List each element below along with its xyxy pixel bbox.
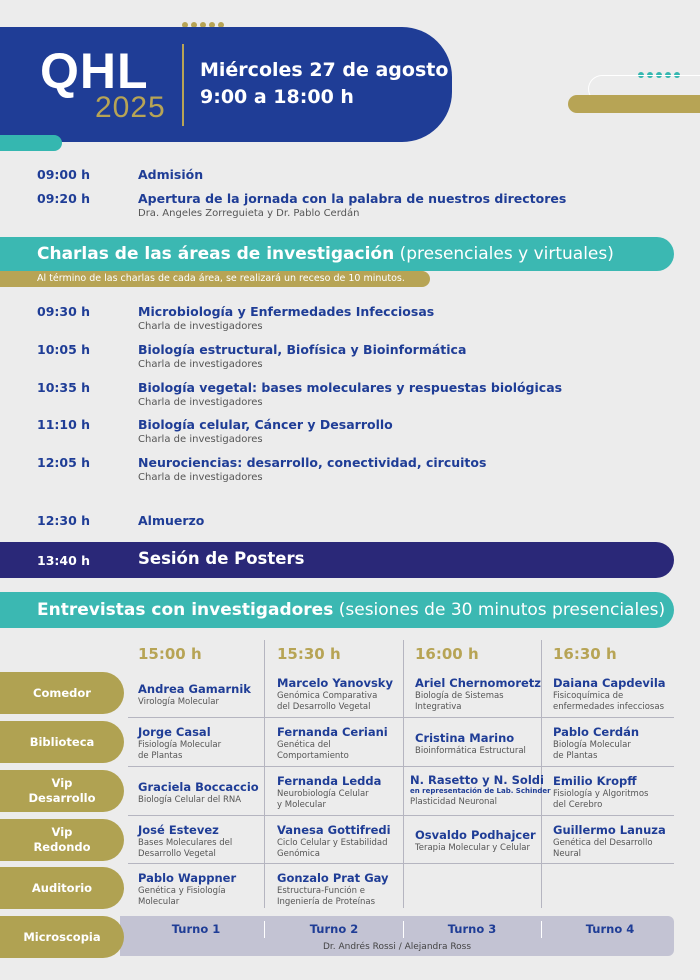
row-divider <box>128 863 674 864</box>
interview-cell <box>553 676 666 713</box>
posters-time: 13:40 h <box>37 553 91 568</box>
talk-time: 11:10 h <box>37 417 91 432</box>
research-area: Genética del Desarrollo Neural <box>553 838 653 859</box>
talk-time: 12:05 h <box>37 455 91 470</box>
talk-subtitle: Charla de investigadores <box>138 321 263 332</box>
research-area: Plasticidad Neuronal <box>410 797 497 807</box>
research-area: Bioinformática Estructural <box>415 746 526 756</box>
talk-time: 09:30 h <box>37 304 91 319</box>
decorative-olive-pill <box>568 95 700 113</box>
schedule-title: Admisión <box>138 167 204 182</box>
interview-cell <box>410 773 551 808</box>
talks-section-band <box>0 237 674 271</box>
researcher-name: Gonzalo Prat Gay <box>277 871 389 885</box>
schedule-subtitle: Dra. Angeles Zorreguieta y Dr. Pablo Cerdán <box>138 208 360 219</box>
research-area: Biología Celular del RNA <box>138 795 242 805</box>
turno-label: Turno 1 <box>171 922 221 936</box>
room-label-auditorio: Auditorio <box>0 867 124 909</box>
interview-cell <box>138 682 251 708</box>
research-area: Biología Molecular de Plantas <box>553 740 631 761</box>
research-area: Virología Molecular <box>138 697 219 707</box>
slot-header: 15:30 h <box>277 645 341 663</box>
researcher-name: José Estevez <box>138 823 219 837</box>
interviews-section-band <box>0 592 674 628</box>
room-label-biblioteca: Biblioteca <box>0 721 124 763</box>
slot-header: 16:00 h <box>415 645 479 663</box>
interview-cell <box>553 774 648 811</box>
talk-title: Neurociencias: desarrollo, conectividad, circuitos <box>138 455 487 470</box>
researcher-name: Pablo Wappner <box>138 871 237 885</box>
research-area: Fisiología Molecular de Plantas <box>138 740 222 761</box>
researcher-name: Ariel Chernomoretz <box>415 676 541 690</box>
research-area: Genética del Comportamiento <box>277 740 349 761</box>
interview-cell <box>277 774 381 811</box>
researcher-name: Emilio Kropff <box>553 774 637 788</box>
interview-cell <box>277 871 389 908</box>
talk-title: Biología celular, Cáncer y Desarrollo <box>138 417 393 432</box>
room-label-microscopia: Microscopia <box>0 916 124 958</box>
interview-cell <box>277 725 388 762</box>
turno-divider <box>541 921 542 938</box>
talk-time: 10:05 h <box>37 342 91 357</box>
lunch-title: Almuerzo <box>138 513 205 528</box>
microscopy-staff: Dr. Andrés Rossi / Alejandra Ross <box>322 942 472 952</box>
researcher-name: Vanesa Gottifredi <box>277 823 391 837</box>
representation-note: en representación de Lab. Schinder <box>410 787 551 795</box>
researcher-name: Jorge Casal <box>138 725 211 739</box>
slot-header: 16:30 h <box>553 645 617 663</box>
posters-title: Sesión de Posters <box>138 549 305 568</box>
interview-cell <box>138 871 236 908</box>
researcher-name: Graciela Boccaccio <box>138 780 259 794</box>
research-area: Ciclo Celular y Estabilidad Genómica <box>277 838 388 859</box>
row-divider <box>128 717 674 718</box>
talk-subtitle: Charla de investigadores <box>138 397 263 408</box>
event-date: Miércoles 27 de agosto <box>200 59 449 81</box>
event-year: 2025 <box>95 91 166 124</box>
lunch-time: 12:30 h <box>37 513 91 528</box>
turno-label: Turno 2 <box>309 922 359 936</box>
talk-title: Biología estructural, Biofísica y Bioinformática <box>138 342 467 357</box>
interview-cell <box>415 676 541 713</box>
turno-label: Turno 4 <box>585 922 635 936</box>
researcher-name: Fernanda Ceriani <box>277 725 388 739</box>
researcher-name: N. Rasetto y N. Soldi <box>410 773 544 787</box>
researcher-name: Osvaldo Podhajcer <box>415 828 536 842</box>
researcher-name: Guillermo Lanuza <box>553 823 666 837</box>
talk-time: 10:35 h <box>37 380 91 395</box>
researcher-name: Daiana Capdevila <box>553 676 666 690</box>
interview-cell <box>138 725 221 762</box>
talks-section-title: Charlas de las áreas de investigación (presenciales y virtuales) <box>37 244 614 264</box>
interview-cell <box>138 823 232 860</box>
interview-cell <box>277 676 393 713</box>
schedule-time: 09:00 h <box>37 167 91 182</box>
interview-cell <box>553 725 639 762</box>
researcher-name: Marcelo Yanovsky <box>277 676 393 690</box>
room-label-comedor: Comedor <box>0 672 124 714</box>
turno-divider <box>403 921 404 938</box>
header-divider <box>182 44 184 126</box>
row-divider <box>128 815 674 816</box>
research-area: Fisiología y Algoritmos del Cerebro <box>553 789 649 810</box>
interviews-section-title: Entrevistas con investigadores (sesiones de 30 minutos presenciales) <box>37 600 666 620</box>
interview-cell <box>277 823 391 860</box>
research-area: Bases Moleculares del Desarrollo Vegetal <box>138 838 233 859</box>
talk-title: Microbiología y Enfermedades Infecciosas <box>138 304 435 319</box>
talk-subtitle: Charla de investigadores <box>138 359 263 370</box>
interview-cell <box>553 823 666 860</box>
posters-band <box>0 542 674 578</box>
interview-cell <box>415 828 536 854</box>
row-divider <box>128 766 674 767</box>
talk-subtitle: Charla de investigadores <box>138 434 263 445</box>
researcher-name: Cristina Marino <box>415 731 515 745</box>
schedule-time: 09:20 h <box>37 191 91 206</box>
column-divider <box>403 640 404 908</box>
event-logo: QHL <box>40 43 149 99</box>
schedule-title: Apertura de la jornada con la palabra de nuestros directores <box>138 191 567 206</box>
decorative-teal-tab <box>0 135 62 151</box>
column-divider <box>264 640 265 908</box>
slot-header: 15:00 h <box>138 645 202 663</box>
interview-cell <box>415 731 526 757</box>
turno-divider <box>264 921 265 938</box>
researcher-name: Fernanda Ledda <box>277 774 382 788</box>
talk-subtitle: Charla de investigadores <box>138 472 263 483</box>
turno-label: Turno 3 <box>447 922 497 936</box>
research-area: Genética y Fisiología Molecular <box>138 886 226 907</box>
researcher-name: Andrea Gamarnik <box>138 682 251 696</box>
talk-title: Biología vegetal: bases moleculares y respuestas biológicas <box>138 380 563 395</box>
interview-cell <box>138 780 259 806</box>
event-hours: 9:00 a 18:00 h <box>200 86 354 108</box>
research-area: Genómica Comparativa del Desarrollo Vegetal <box>277 691 378 712</box>
room-label-vip-redondo: Vip Redondo <box>0 819 124 861</box>
recess-note: Al término de las charlas de cada área, se realizará un receso de 10 minutos. <box>0 271 430 287</box>
room-label-vip-desarrollo: Vip Desarrollo <box>0 770 124 812</box>
research-area: Terapia Molecular y Celular <box>415 843 531 853</box>
research-area: Estructura-Función e Ingeniería de Proteínas <box>277 886 376 907</box>
research-area: Fisicoquímica de enfermedades infecciosas <box>553 691 664 712</box>
research-area: Biología de Sistemas Integrativa <box>415 691 504 712</box>
research-area: Neurobiología Celular y Molecular <box>277 789 369 810</box>
researcher-name: Pablo Cerdán <box>553 725 640 739</box>
